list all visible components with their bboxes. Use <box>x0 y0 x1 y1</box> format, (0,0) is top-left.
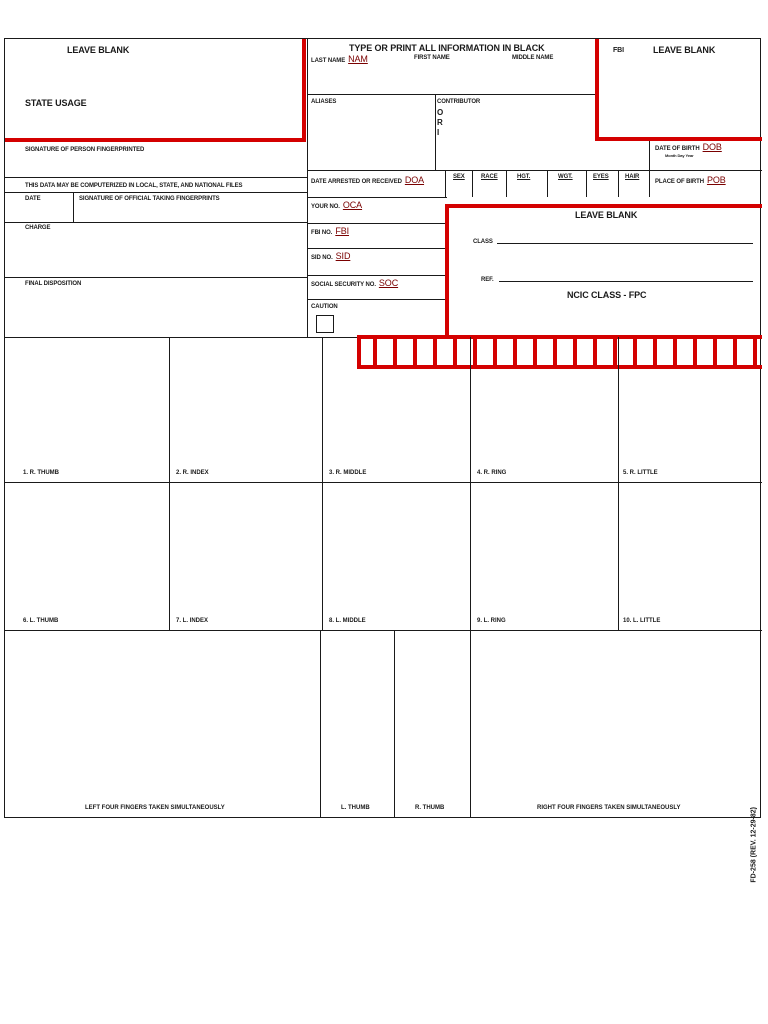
print-label-r-ring: 4. R. RING <box>477 470 507 476</box>
signature-official-label: SIGNATURE OF OFFICIAL TAKING FINGERPRINTS <box>79 196 220 202</box>
ref-label: REF. <box>481 277 494 283</box>
pob-value[interactable]: POB <box>706 175 726 185</box>
sid-no-value[interactable]: SID <box>335 251 351 261</box>
leave-blank-class-label: LEAVE BLANK <box>575 210 638 220</box>
leave-blank-class-box <box>445 204 762 338</box>
ssn-label <box>311 279 398 288</box>
wgt-label: WGT. <box>558 174 573 180</box>
sid-no-label-text: SID NO. <box>311 255 333 261</box>
dob-label-text: DATE OF BIRTH <box>655 146 700 152</box>
divider <box>5 192 307 193</box>
date-label: DATE <box>25 196 41 202</box>
divider <box>307 39 308 337</box>
computerized-notice: THIS DATA MAY BE COMPUTERIZED IN LOCAL, STATE, AND NATIONAL FILES <box>25 183 243 189</box>
divider <box>307 94 597 95</box>
date-arrested-label-text: DATE ARRESTED OR RECEIVED <box>311 179 402 185</box>
divider <box>73 192 74 223</box>
fbi-no-value[interactable]: FBI <box>335 226 350 236</box>
date-arrested-label <box>311 176 424 185</box>
ori-i: I <box>437 128 440 137</box>
hgt-label: HGT. <box>517 174 531 180</box>
first-name-label: FIRST NAME <box>414 55 450 61</box>
print-label-r-little: 5. R. LITTLE <box>623 470 658 476</box>
ori-o: O <box>437 108 444 117</box>
ncic-class-label: NCIC CLASS - FPC <box>567 290 647 300</box>
signature-person-label: SIGNATURE OF PERSON FINGERPRINTED <box>25 147 145 153</box>
print-label-l-thumb: 6. L. THUMB <box>23 618 59 624</box>
sid-no-label <box>311 252 350 261</box>
final-disposition-label: FINAL DISPOSITION <box>25 281 82 287</box>
print-box-r-index[interactable] <box>170 337 323 483</box>
divider <box>649 139 650 197</box>
divider <box>5 222 307 223</box>
print-box-l-thumb[interactable] <box>5 483 170 631</box>
class-label: CLASS <box>473 239 493 245</box>
print-box-l-index[interactable] <box>170 483 323 631</box>
divider <box>618 170 619 197</box>
middle-name-label: MIDDLE NAME <box>512 55 554 61</box>
divider <box>435 94 436 170</box>
your-no-value[interactable]: OCA <box>342 200 363 210</box>
pob-label <box>655 176 726 185</box>
divider <box>445 170 446 197</box>
fbi-no-label-text: FBI NO. <box>311 230 333 236</box>
charge-label: CHARGE <box>25 225 51 231</box>
divider <box>472 170 473 197</box>
print-label-l-middle: 8. L. MIDDLE <box>329 618 366 624</box>
print-box-r-middle[interactable] <box>323 337 471 483</box>
contributor-label: CONTRIBUTOR <box>437 99 481 105</box>
divider <box>307 275 447 276</box>
leave-blank-right-label: LEAVE BLANK <box>653 45 716 55</box>
print-box-l-thumb-plain[interactable] <box>321 631 395 817</box>
sex-label: SEX <box>453 174 465 180</box>
fingerprint-card <box>4 38 761 883</box>
print-box-left-four[interactable] <box>5 631 321 817</box>
ori-r: R <box>437 118 443 127</box>
print-label-left-four: LEFT FOUR FINGERS TAKEN SIMULTANEOUSLY <box>85 805 225 811</box>
aliases-label: ALIASES <box>311 99 337 105</box>
divider <box>307 248 447 249</box>
divider <box>5 177 307 178</box>
last-name-value[interactable]: NAM <box>348 54 368 64</box>
print-label-r-thumb: 1. R. THUMB <box>23 470 59 476</box>
print-box-l-middle[interactable] <box>323 483 471 631</box>
type-or-print-instruction: TYPE OR PRINT ALL INFORMATION IN BLACK <box>349 43 545 53</box>
your-no-label-text: YOUR NO. <box>311 204 340 210</box>
dob-subtitle: Month Day Year <box>665 153 694 158</box>
print-label-r-middle: 3. R. MIDDLE <box>329 470 367 476</box>
red-border-horizontal-left <box>5 138 306 142</box>
print-box-r-thumb[interactable] <box>5 337 170 483</box>
print-box-l-little[interactable] <box>619 483 762 631</box>
caution-checkbox[interactable] <box>316 315 334 333</box>
dob-value[interactable]: DOB <box>702 142 722 152</box>
your-no-label <box>311 201 362 210</box>
ref-line <box>499 281 753 282</box>
ssn-value[interactable]: SOC <box>378 278 399 288</box>
fbi-no-label <box>311 227 349 236</box>
dob-label <box>655 143 722 152</box>
race-label: RACE <box>481 174 498 180</box>
print-label-l-little: 10. L. LITTLE <box>623 618 661 624</box>
print-label-r-thumb-plain: R. THUMB <box>415 805 445 811</box>
last-name-label <box>311 55 368 64</box>
divider <box>547 170 548 197</box>
pob-label-text: PLACE OF BIRTH <box>655 179 704 185</box>
red-border-vertical-left <box>302 39 306 141</box>
print-box-r-ring[interactable] <box>471 337 619 483</box>
eyes-label: EYES <box>593 174 609 180</box>
last-name-label-text: LAST NAME <box>311 58 346 64</box>
print-label-r-index: 2. R. INDEX <box>176 470 209 476</box>
fbi-label: FBI <box>613 47 624 54</box>
ssn-label-text: SOCIAL SECURITY NO. <box>311 282 376 288</box>
divider <box>307 299 447 300</box>
caution-label: CAUTION <box>311 304 338 310</box>
print-label-l-ring: 9. L. RING <box>477 618 506 624</box>
hair-label: HAIR <box>625 174 640 180</box>
form-number: FD-258 (REV. 12-29-82) <box>751 807 758 883</box>
print-box-r-thumb-plain[interactable] <box>395 631 471 817</box>
divider <box>5 277 307 278</box>
divider <box>307 223 447 224</box>
state-usage-label: STATE USAGE <box>25 98 87 108</box>
print-label-l-index: 7. L. INDEX <box>176 618 209 624</box>
date-arrested-value[interactable]: DOA <box>404 175 425 185</box>
leave-blank-left-label: LEAVE BLANK <box>67 45 130 55</box>
print-box-right-four[interactable] <box>471 631 762 817</box>
divider <box>307 170 762 171</box>
print-label-right-four: RIGHT FOUR FINGERS TAKEN SIMULTANEOUSLY <box>537 805 681 811</box>
divider <box>586 170 587 197</box>
divider <box>506 170 507 197</box>
print-box-r-little[interactable] <box>619 337 762 483</box>
class-line <box>497 243 753 244</box>
print-label-l-thumb-plain: L. THUMB <box>341 805 370 811</box>
print-box-l-ring[interactable] <box>471 483 619 631</box>
divider <box>307 197 447 198</box>
